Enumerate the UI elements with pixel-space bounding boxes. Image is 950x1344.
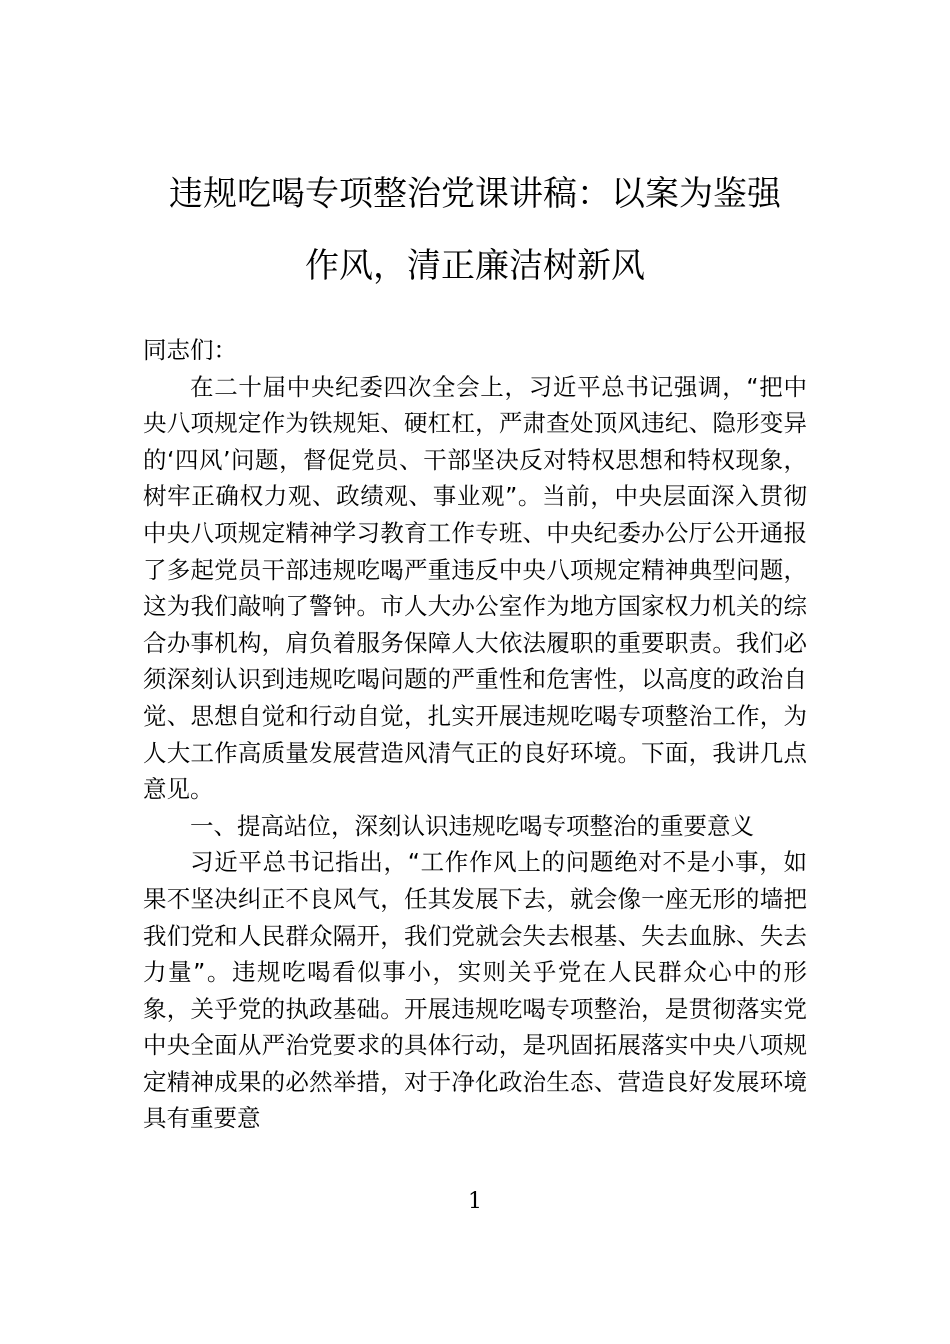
paragraph-intro: 在二十届中央纪委四次全会上，习近平总书记强调，“把中央八项规定作为铁规矩、硬杠杠，严肃查处顶风违纪、隐形变异的‘四风’问题，督促党员、干部坚决反对特权思想和特权现象，树牢正确权力观、政绩观、事业观”。当前，中央层面深入贯彻中央八项规定精神学习教育工作专班、中央纪委办公厅公开通报了多起党员干部违规吃喝严重违反中央八项规定精神典型问题，这为我们敲响了警钟。市人大办公室作为地方国家权力机关的综合办事机构，肩负着服务保障人大依法履职的重要职责。我们必须深刻认识到违规吃喝问题的严重性和危害性，以高度的政治自觉、思想自觉和行动自觉，扎实开展违规吃喝专项整治工作，为人大工作高质量发展营造风清气正的良好环境。下面，我讲几点意见。 xyxy=(143,372,807,804)
document-body xyxy=(143,332,807,1137)
document-title-line-2: 作风，清正廉洁树新风 xyxy=(305,246,645,286)
page-number: 1 xyxy=(468,1189,482,1214)
section-heading-1: 一、提高站位，深刻认识违规吃喝专项整治的重要意义 xyxy=(190,811,754,840)
document-title-line-1: 违规吃喝专项整治党课讲稿：以案为鉴强 xyxy=(169,174,781,214)
paragraph-section-1: 习近平总书记指出，“工作作风上的问题绝对不是小事，如果不坚决纠正不良风气，任其发展下去，就会像一座无形的墙把我们党和人民群众隔开，我们党就会失去根基、失去血脉、失去力量”。违规吃喝看似事小，实则关乎党在人民群众心中的形象，关乎党的执政基础。开展违规吃喝专项整治，是贯彻落实党中央全面从严治党要求的具体行动，是巩固拓展落实中央八项规定精神成果的必然举措，对于净化政治生态、营造良好发展环境具有重要意 xyxy=(143,848,807,1133)
salutation: 同志们： xyxy=(143,336,237,364)
